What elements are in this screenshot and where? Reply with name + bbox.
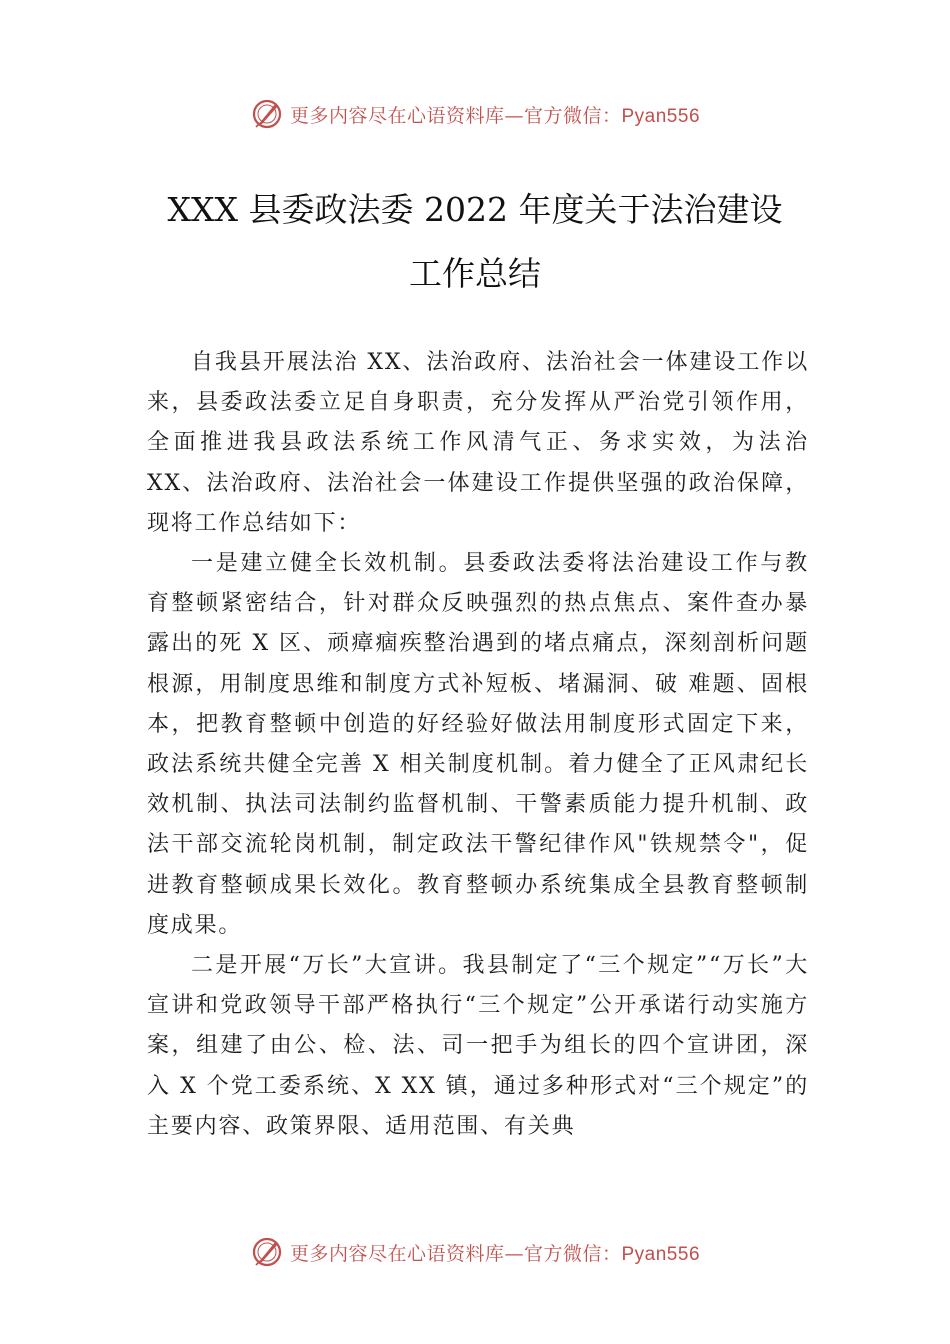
watermark-banner-top: [0, 94, 950, 134]
document-body: [147, 343, 809, 1147]
document-title-line-1: XXX 县委政法委 2022 年度关于法治建设: [167, 190, 783, 229]
watermark-text: 更多内容尽在心语资料库—官方微信：Pyan556: [289, 104, 701, 127]
paragraph-lecture: 二是开展“万长”大宣讲。我县制定了“三个规定”“万长”大宣讲和党政领导干部严格执行“三个规定”公开承诺行动实施方案，组建了由公、检、法、司一把手为组长的四个宣讲团，深入 X 个党工委系统、X XX 镇，通过多种形式对“三个规定”的主要内容、政策界限、适用范围、有关典: [147, 953, 809, 1139]
document-title-line-2: 工作总结: [409, 254, 541, 293]
wechat-id: Pyan556: [621, 105, 701, 127]
quill-seal-logo-icon: [250, 97, 284, 131]
paragraph-mechanism: 一是建立健全长效机制。县委政法委将法治建设工作与教育整顿紧密结合，针对群众反映强烈的热点焦点、案件查办暴露出的死 X 区、顽瘴痼疾整治遇到的堵点痛点，深刻剖析问题根源，用制度思维和制度方式补短板、堵漏洞、破 难题、固根本，把教育整顿中创造的好经验好做法用制度形式固定下来，政法系统共健全完善 X 相关制度机制。着力健全了正风肃纪长效机制、执法司法制约监督机制、干警素质能力提升机制、政法干部交流轮岗机制，制定政法干警纪律作风"铁规禁令"，促进教育整顿成果长效化。教育整顿办系统集成全县教育整顿制度成果。: [147, 551, 809, 938]
wechat-id: Pyan556: [621, 1243, 701, 1265]
watermark-banner-bottom: [0, 1232, 950, 1272]
paragraph-intro: 自我县开展法治 XX、法治政府、法治社会一体建设工作以来，县委政法委立足自身职责，充分发挥从严治党引领作用，全面推进我县政法系统工作风清气正、务求实效，为法治 XX、法治政府、法治社会一体建设工作提供坚强的政治保障，现将工作总结如下：: [147, 350, 809, 536]
quill-seal-logo-icon: [250, 1235, 284, 1269]
watermark-text: 更多内容尽在心语资料库—官方微信：Pyan556: [289, 1242, 701, 1265]
